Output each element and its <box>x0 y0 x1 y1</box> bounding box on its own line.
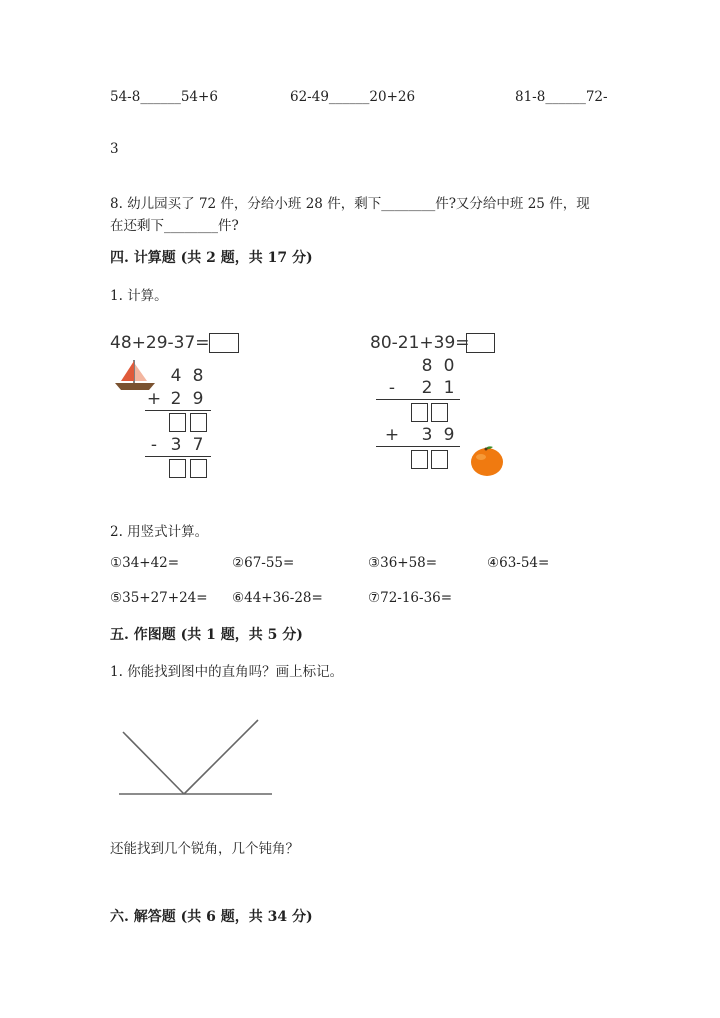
q8-line1: 8. 幼儿园买了 72 件，分给小班 28 件，剩下________件?又分给中班 25 件，现 <box>110 196 590 212</box>
section5-q1: 1. 你能找到图中的直角吗？画上标记。 <box>110 664 344 680</box>
calc-b-r4-d1: 3 <box>421 425 433 445</box>
calc-b-box-4[interactable] <box>431 450 448 469</box>
section4-title: 四. 计算题 (共 2 题，共 17 分) <box>110 250 313 266</box>
calc-b-r1-d2: 0 <box>443 356 455 376</box>
angle-left-ray <box>123 732 184 794</box>
calc-a-box-3[interactable] <box>169 459 186 478</box>
compare-item-1: 54-8______54+6 <box>110 89 218 105</box>
sailboat-icon <box>113 358 157 392</box>
calc-b-rule-1 <box>376 399 460 400</box>
calc-a-box-4[interactable] <box>190 459 207 478</box>
compare-item-2: 62-49______20+26 <box>290 89 416 105</box>
section4-q2-title: 2. 用竖式计算。 <box>110 524 209 540</box>
calc-b-expression: 80-21+39= <box>370 333 470 353</box>
vertical-calc-2: ②67-55= <box>232 555 295 571</box>
calc-a-answer-box[interactable] <box>209 333 239 353</box>
calc-b-box-3[interactable] <box>411 450 428 469</box>
calc-a-rule-1 <box>145 410 211 411</box>
calc-b-r2-op: - <box>388 378 396 398</box>
vertical-calc-6: ⑥44+36-28= <box>232 590 323 606</box>
calc-b-r1-d1: 8 <box>421 356 433 376</box>
angle-figure <box>110 712 280 804</box>
calc-b-rule-2 <box>376 446 460 447</box>
calc-b-r4-d2: 9 <box>443 425 455 445</box>
calc-a-expression: 48+29-37= <box>110 333 210 353</box>
vertical-calc-1: ①34+42= <box>110 555 180 571</box>
calc-b-r2-d2: 1 <box>443 378 455 398</box>
calc-b-r2-d1: 2 <box>421 378 433 398</box>
angle-right-ray <box>184 720 258 794</box>
vertical-calc-3: ③36+58= <box>368 555 438 571</box>
calc-a-rule-2 <box>145 456 211 457</box>
calc-a-r2-op: + <box>146 389 162 409</box>
compare-item-3: 81-8______72- <box>515 89 608 105</box>
vertical-calc-4: ④63-54= <box>487 555 550 571</box>
calc-a-box-2[interactable] <box>190 413 207 432</box>
calc-b-r4-op: + <box>384 425 400 445</box>
calc-a-r1-d1: 4 <box>170 366 182 386</box>
calc-b-box-1[interactable] <box>411 403 428 422</box>
compare-item-3-wrap: 3 <box>110 141 119 157</box>
calc-a-r4-d1: 3 <box>170 435 182 455</box>
calc-b-answer-box[interactable] <box>466 333 495 353</box>
calc-a-r2-d2: 9 <box>192 389 204 409</box>
calc-a-r4-d2: 7 <box>192 435 204 455</box>
calc-a-r1-d2: 8 <box>192 366 204 386</box>
section5-title: 五. 作图题 (共 1 题，共 5 分) <box>110 627 303 643</box>
vertical-calc-5: ⑤35+27+24= <box>110 590 208 606</box>
section6-title: 六. 解答题 (共 6 题，共 34 分) <box>110 909 313 925</box>
vertical-calc-7: ⑦72-16-36= <box>368 590 453 606</box>
q8-line2: 在还剩下________件? <box>110 218 239 234</box>
calc-a-r2-d1: 2 <box>170 389 182 409</box>
section4-q1-title: 1. 计算。 <box>110 288 168 304</box>
calc-a-box-1[interactable] <box>169 413 186 432</box>
calc-b-box-2[interactable] <box>431 403 448 422</box>
calc-a-r4-op: - <box>150 435 158 455</box>
section5-followup: 还能找到几个锐角，几个钝角？ <box>110 841 299 857</box>
orange-icon <box>469 444 505 477</box>
